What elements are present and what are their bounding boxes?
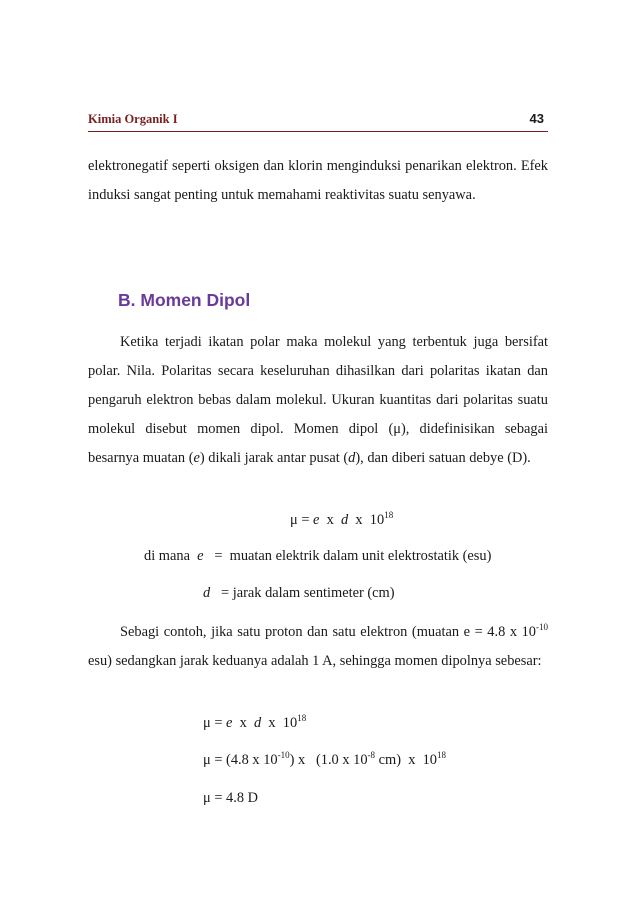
formula-var-d: d — [341, 512, 349, 528]
definition-d — [203, 585, 395, 602]
formula2-lhs: μ = — [203, 715, 227, 731]
formula2-exponent: 18 — [297, 713, 307, 723]
var-e: e — [193, 450, 200, 466]
example-paragraph — [88, 618, 548, 676]
formula-var-e: e — [313, 512, 320, 528]
var-d: d — [348, 450, 356, 466]
formula-dipole-2 — [203, 715, 306, 732]
dipole-text-2: ) dikali jarak antar pusat ( — [199, 450, 349, 466]
subst-part-a: μ = (4.8 x 10 — [203, 752, 278, 768]
subst-exp-1: -10 — [277, 750, 290, 760]
example-text-1: Sebagi contoh, jika satu proton dan satu elektron (muatan e = 4.8 x 10 — [120, 624, 536, 640]
formula2-var-d: d — [254, 715, 262, 731]
page-number: 43 — [529, 111, 544, 126]
def-e-text: = muatan elektrik dalam unit elektrostatik (esu) — [203, 548, 492, 564]
formula-times-10: x 10 — [348, 512, 385, 528]
formula-dipole — [290, 512, 393, 529]
formula-result: μ = 4.8 D — [203, 790, 259, 806]
book-title: Kimia Organik I — [88, 112, 178, 126]
subst-part-b: ) x (1.0 x 10 — [289, 752, 368, 768]
formula-lhs: μ = — [290, 512, 314, 528]
section-heading: B. Momen Dipol — [118, 290, 251, 310]
dipole-text-1: Ketika terjadi ikatan polar maka molekul yang terbentuk juga bersifat polar. Nila. Polaritas secara keseluruhan dihasilkan dari polaritas ikatan dan pengaruh elektron bebas dalam molekul. Ukuran kuantitas dari polaritas suatu molekul disebut momen dipol. Momen dipol (μ), didefinisikan sebagai besarnya muatan ( — [88, 334, 548, 466]
subst-part-c: cm) x 10 — [375, 752, 437, 768]
formula-times: x — [319, 512, 342, 528]
formula2-var-e: e — [226, 715, 233, 731]
subst-exp-2: -8 — [367, 750, 376, 760]
example-text-2: esu) sedangkan jarak keduanya adalah 1 A, sehingga momen dipolnya sebesar: — [88, 653, 542, 669]
def-d-text: = jarak dalam sentimeter (cm) — [210, 585, 395, 601]
def-var-e: e — [197, 548, 204, 564]
intro-paragraph: elektronegatif seperti oksigen dan klorin menginduksi penarikan elektron. Efek induksi sangat penting untuk memahami reaktivitas suatu senyawa. — [88, 158, 548, 203]
formula-exponent: 18 — [384, 510, 394, 520]
def-var-d: d — [203, 585, 211, 601]
subst-exp-3: 18 — [437, 750, 446, 760]
dipole-paragraph — [88, 328, 548, 473]
where-intro: di mana — [144, 548, 198, 564]
example-exponent: -10 — [536, 622, 548, 632]
formula2-times-10: x 10 — [261, 715, 298, 731]
header-rule — [88, 131, 548, 132]
formula-substitution — [203, 752, 446, 769]
running-header — [88, 112, 548, 130]
definition-e — [144, 548, 491, 565]
formula2-times: x — [232, 715, 255, 731]
dipole-text-3: ), dan diberi satuan debye (D). — [355, 450, 531, 466]
